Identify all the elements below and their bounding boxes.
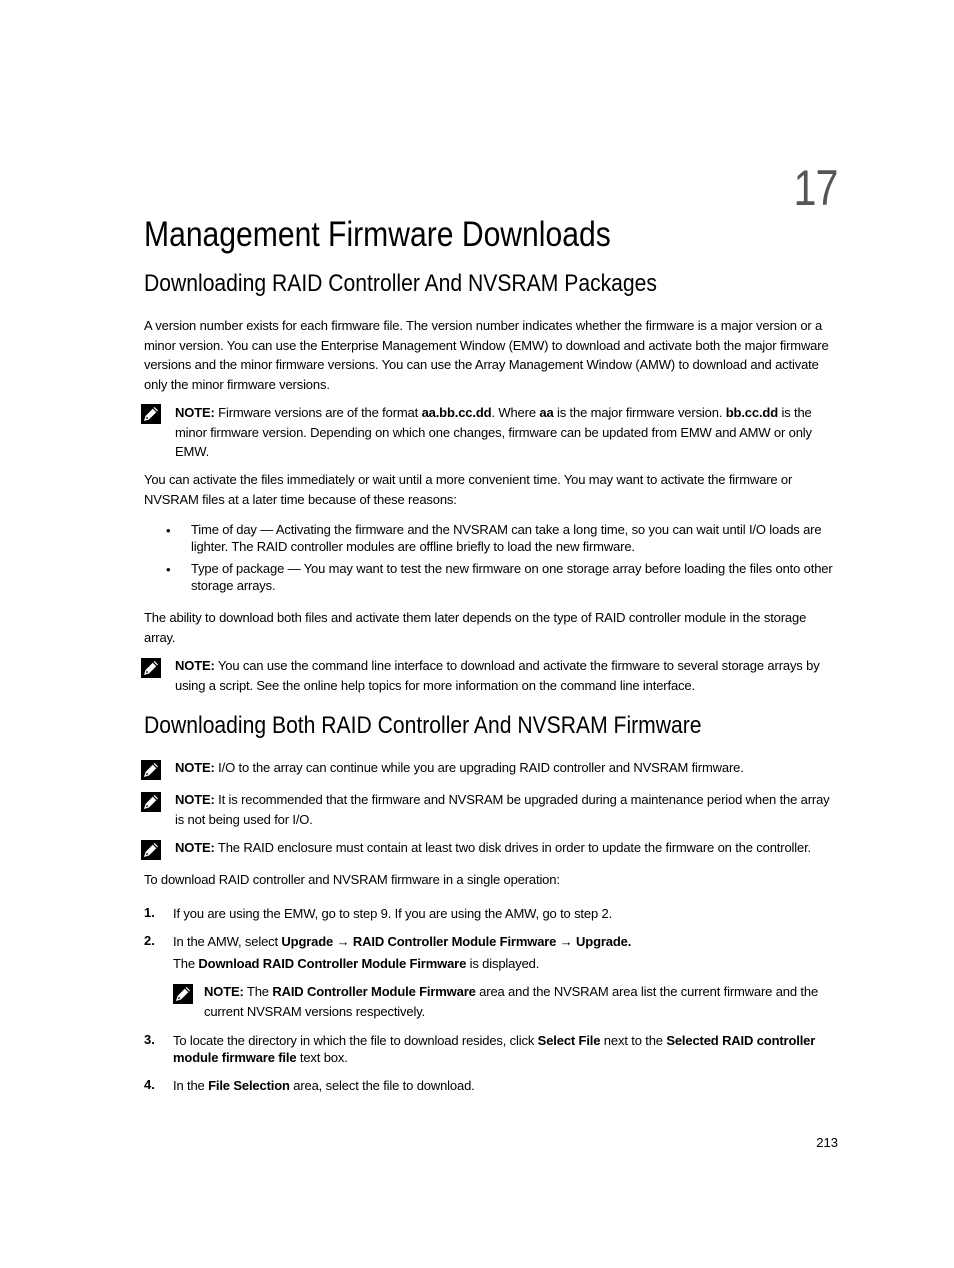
step-number: 2. bbox=[144, 933, 155, 948]
bullet-marker: • bbox=[166, 562, 171, 577]
bullet-type-of-package: Type of package — You may want to test the new firmware on one storage array before loading the files onto other storage arrays. bbox=[191, 561, 833, 593]
step-2-result bbox=[173, 955, 840, 972]
note-text: It is recommended that the firmware and NVSRAM be upgraded during a maintenance period when the array is not being used for I/O. bbox=[175, 792, 830, 827]
note-text: is the major firmware version. bbox=[553, 405, 726, 420]
step-number: 3. bbox=[144, 1032, 155, 1047]
arrow-text: → bbox=[333, 934, 353, 949]
note-firmware-area bbox=[204, 982, 840, 1021]
select-file-label: Select File bbox=[537, 1033, 601, 1048]
step-4-text bbox=[173, 1077, 840, 1094]
note-label: NOTE: bbox=[175, 760, 215, 775]
step-3-text bbox=[173, 1032, 840, 1066]
menu-upgrade-item: Upgrade. bbox=[576, 934, 632, 949]
step-text: area, select the file to download. bbox=[289, 1078, 475, 1093]
pencil-note-icon bbox=[173, 984, 193, 1004]
menu-upgrade: Upgrade bbox=[281, 934, 334, 949]
step-number: 1. bbox=[144, 905, 155, 920]
note-text: . Where bbox=[491, 405, 540, 420]
note-text: The bbox=[243, 984, 273, 999]
file-selection-label: File Selection bbox=[208, 1078, 290, 1093]
textbox-label: Selected RAID controller module firmware file bbox=[173, 1033, 816, 1065]
minor-code: bb.cc.dd bbox=[725, 405, 778, 420]
note-label: NOTE: bbox=[175, 840, 215, 855]
step-text: is displayed. bbox=[466, 956, 540, 971]
step-text: In the AMW, select bbox=[173, 934, 282, 949]
step-text: To locate the directory in which the file to download resides, click bbox=[173, 1033, 538, 1048]
step-2-text bbox=[173, 933, 840, 950]
pencil-note-icon bbox=[141, 658, 161, 678]
format-code: aa.bb.cc.dd bbox=[421, 405, 492, 420]
note-firmware-format bbox=[175, 403, 840, 462]
pencil-note-icon bbox=[141, 404, 161, 424]
note-text: is the minor firmware version. Depending on which one changes, firmware can be updated from EMW and AMW or only EMW. bbox=[175, 405, 812, 459]
note-text: I/O to the array can continue while you are upgrading RAID controller and NVSRAM firmware. bbox=[214, 760, 744, 775]
dialog-name: Download RAID Controller Module Firmware bbox=[198, 956, 467, 971]
note-label: NOTE: bbox=[175, 792, 215, 807]
section-heading-both-firmware: Downloading Both RAID Controller And NVSRAM Firmware bbox=[144, 712, 702, 739]
bullet-marker: • bbox=[166, 523, 171, 538]
chapter-number: 17 bbox=[794, 160, 838, 216]
note-label: NOTE: bbox=[204, 984, 244, 999]
step-text: next to the bbox=[600, 1033, 667, 1048]
paragraph-activate: You can activate the files immediately or wait until a more convenient time. You may want to activate the firmware or NVSRAM files at a later time because of these reasons: bbox=[144, 472, 793, 507]
menu-raid-controller-firmware: RAID Controller Module Firmware bbox=[352, 934, 557, 949]
major-code: aa bbox=[539, 405, 554, 420]
pencil-note-icon bbox=[141, 840, 161, 860]
step-1-text: If you are using the EMW, go to step 9. If you are using the AMW, go to step 2. bbox=[173, 906, 613, 921]
note-io-continue bbox=[175, 758, 840, 778]
paragraph-steps-intro: To download RAID controller and NVSRAM firmware in a single operation: bbox=[144, 872, 560, 887]
note-label: NOTE: bbox=[175, 405, 215, 420]
step-number: 4. bbox=[144, 1077, 155, 1092]
note-cli bbox=[175, 656, 840, 695]
step-text: The bbox=[173, 956, 199, 971]
paragraph-ability: The ability to download both files and activate them later depends on the type of RAID controller module in the storage array. bbox=[144, 610, 807, 645]
step-text: In the bbox=[173, 1078, 209, 1093]
pencil-note-icon bbox=[141, 760, 161, 780]
arrow-text: → bbox=[556, 934, 577, 949]
note-maintenance bbox=[175, 790, 840, 829]
note-label: NOTE: bbox=[175, 658, 215, 673]
note-text: area and the NVSRAM area list the current firmware and the current NVSRAM versions respectively. bbox=[204, 984, 819, 1019]
page-number: 213 bbox=[816, 1135, 838, 1150]
section-heading-packages: Downloading RAID Controller And NVSRAM Packages bbox=[144, 270, 657, 297]
note-text: You can use the command line interface to download and activate the firmware to several storage arrays by using a script. See the online help topics for more information on the command line interface. bbox=[175, 658, 820, 693]
area-name: RAID Controller Module Firmware bbox=[272, 984, 476, 999]
note-text: Firmware versions are of the format bbox=[214, 405, 422, 420]
step-text: text box. bbox=[296, 1050, 348, 1065]
note-text: The RAID enclosure must contain at least two disk drives in order to update the firmware on the controller. bbox=[214, 840, 812, 855]
pencil-note-icon bbox=[141, 792, 161, 812]
chapter-title: Management Firmware Downloads bbox=[144, 215, 611, 254]
note-two-disks bbox=[175, 838, 840, 858]
bullet-time-of-day: Time of day — Activating the firmware and the NVSRAM can take a long time, so you can wait until I/O loads are lighter. The RAID controller modules are offline briefly to load the new firmware. bbox=[191, 522, 822, 554]
paragraph-version-intro: A version number exists for each firmware file. The version number indicates whether the firmware is a major version or a minor version. You can use the Enterprise Management Window (EMW) to download and activate both the major firmware versions and the minor firmware versions. You can use the Array Management Window (AMW) to download and activate only the minor firmware versions. bbox=[144, 318, 829, 392]
